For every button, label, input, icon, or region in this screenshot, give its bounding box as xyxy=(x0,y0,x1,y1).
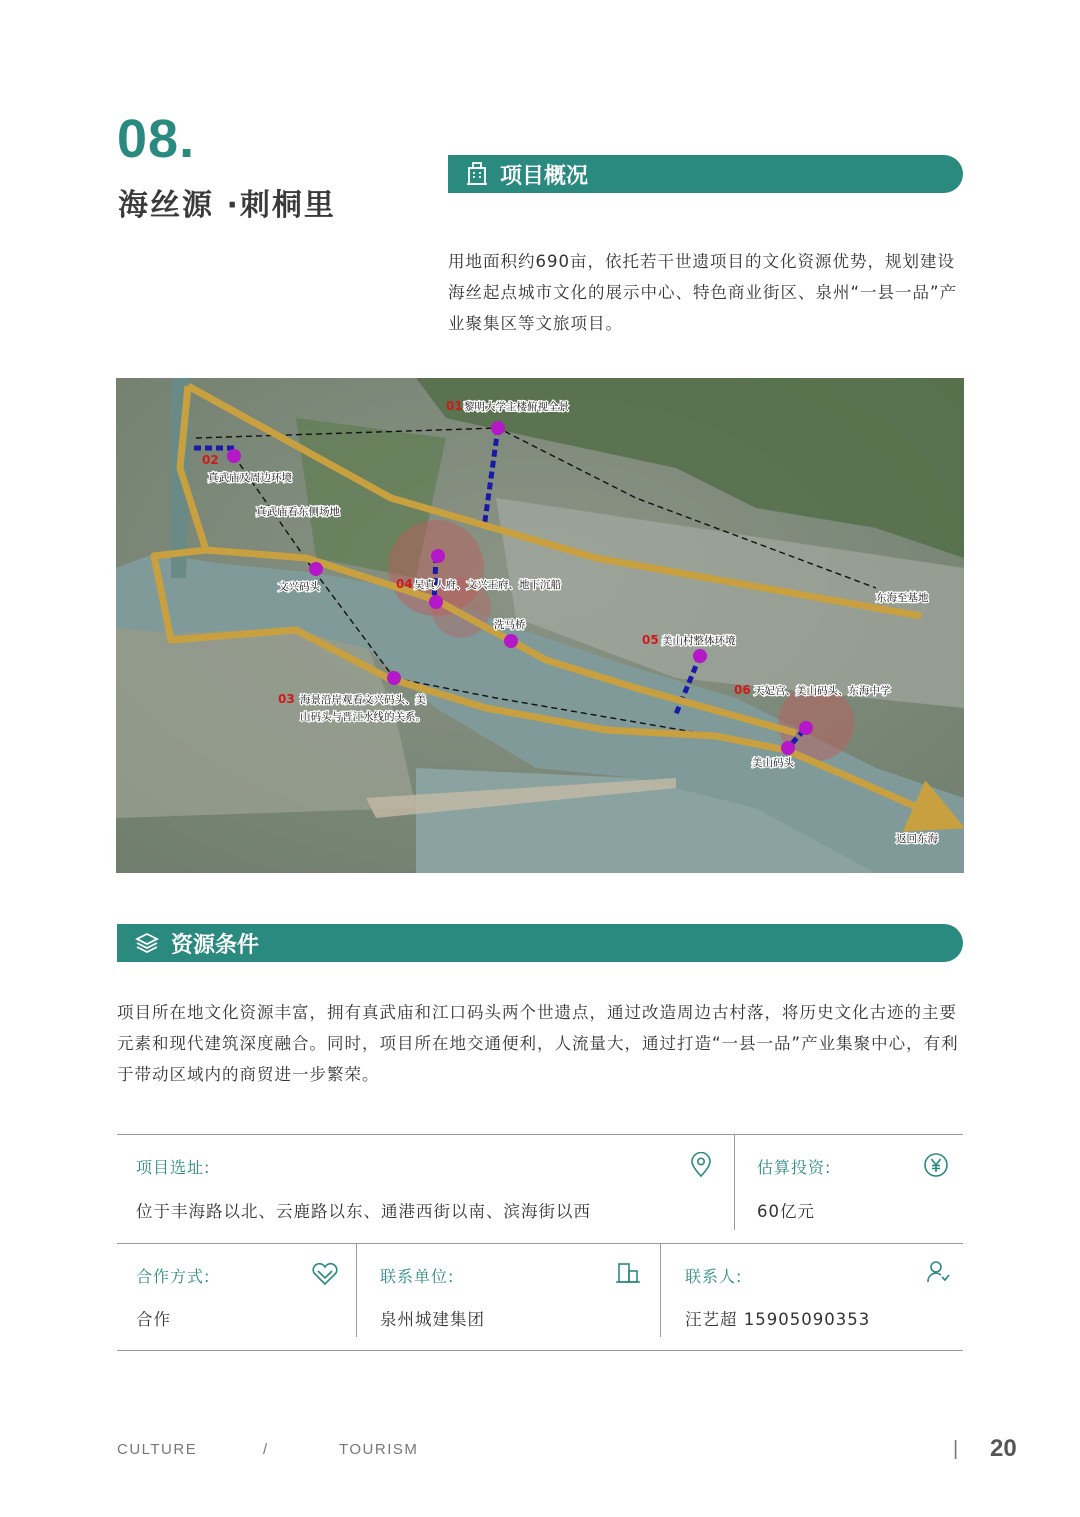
site-map xyxy=(116,378,964,873)
map-label-donghai-base: 东海至基地 xyxy=(876,592,929,604)
map-marker-05 xyxy=(693,649,707,663)
map-marker-04b xyxy=(429,595,443,609)
map-marker-03 xyxy=(387,671,401,685)
map-label-05: 美山村整体环境 xyxy=(662,635,736,647)
map-marker-wenxing xyxy=(309,562,323,576)
overview-heading-bar xyxy=(448,155,963,193)
map-label-wenxing: 文兴码头 xyxy=(278,581,320,593)
map-label-01-num: 01 xyxy=(446,399,463,413)
coop-label: 合作方式: xyxy=(136,1267,211,1286)
map-label-meishan: 美山码头 xyxy=(752,757,794,769)
footer-culture: CULTURE xyxy=(117,1441,198,1458)
table-divider xyxy=(356,1243,357,1337)
map-label-02b: 真武庙看东侧场地 xyxy=(256,506,340,518)
map-label-03a: 海景沿岸观看文兴码头、美 xyxy=(300,694,426,706)
invest-value: 60亿元 xyxy=(757,1202,815,1221)
coop-value: 合作 xyxy=(136,1310,171,1329)
map-marker-ximaqiao xyxy=(504,634,518,648)
map-label-02: 真武庙及周边环境 xyxy=(208,472,292,484)
table-divider xyxy=(734,1134,735,1230)
yuan-icon xyxy=(923,1152,949,1182)
resources-heading-bar xyxy=(117,924,963,962)
contact-label: 联系人: xyxy=(685,1267,743,1286)
map-label-04: 吴真人府、文兴王府、地下沉船 xyxy=(414,579,561,591)
map-label-03b: 山码头与晋江水线的关系。 xyxy=(300,711,426,723)
map-label-02-num: 02 xyxy=(202,453,219,467)
map-marker-04a xyxy=(431,549,445,563)
map-marker-01 xyxy=(491,421,505,435)
office-building-icon xyxy=(615,1261,641,1289)
map-marker-06 xyxy=(799,721,813,735)
layers-icon xyxy=(135,932,159,954)
resources-text: 项目所在地文化资源丰富，拥有真武庙和江口码头两个世遗点，通过改造周边古村落，将历史文化古迹的主要元素和现代建筑深度融合。同时，项目所在地交通便利，人流量大，通过打造“一县一品”产业集聚中心，有利于带动区域内的商贸进一步繁荣。 xyxy=(117,1003,959,1084)
map-label-04-num: 04 xyxy=(396,577,413,591)
address-label: 项目选址: xyxy=(136,1158,211,1177)
location-pin-icon xyxy=(689,1152,713,1182)
map-label-return: 返回东海 xyxy=(896,833,938,845)
map-label-06-num: 06 xyxy=(734,683,751,697)
resources-heading: 资源条件 xyxy=(171,932,260,958)
unit-label: 联系单位: xyxy=(380,1267,455,1286)
section-number: 08. xyxy=(117,109,196,169)
table-mid-rule xyxy=(117,1243,963,1244)
map-label-05-num: 05 xyxy=(642,633,659,647)
map-label-06: 天妃宫、美山码头、东海中学 xyxy=(754,685,891,697)
footer-slash: / xyxy=(263,1441,269,1458)
map-label-03-num: 03 xyxy=(278,692,295,706)
table-bottom-rule xyxy=(117,1350,963,1351)
overview-text: 用地面积约690亩，依托若干世遗项目的文化资源优势，规划建设海丝起点城市文化的展示中心、特色商业街区、泉州“一县一品”产业聚集区等文旅项目。 xyxy=(448,252,958,333)
unit-value: 泉州城建集团 xyxy=(380,1310,485,1329)
page-number: 20 xyxy=(990,1435,1017,1462)
person-icon xyxy=(925,1259,951,1289)
map-marker-02 xyxy=(227,449,241,463)
building-icon xyxy=(466,162,488,186)
address-value: 位于丰海路以北、云鹿路以东、通港西街以南、滨海街以西 xyxy=(136,1202,591,1221)
page-title: 海丝源 ·刺桐里 xyxy=(118,188,336,223)
footer-tourism: TOURISM xyxy=(339,1441,419,1458)
table-top-rule xyxy=(117,1134,963,1135)
footer-divider: | xyxy=(953,1438,960,1460)
map-label-01: 黎明大学主楼俯视全景 xyxy=(464,401,569,413)
overview-heading: 项目概况 xyxy=(500,163,589,189)
table-divider xyxy=(660,1243,661,1337)
contact-value: 汪艺超 15905090353 xyxy=(685,1310,871,1329)
heart-icon xyxy=(310,1261,340,1291)
map-label-ximaqiao: 洗马桥 xyxy=(494,619,526,631)
invest-label: 估算投资: xyxy=(757,1158,832,1177)
map-marker-meishan xyxy=(781,741,795,755)
